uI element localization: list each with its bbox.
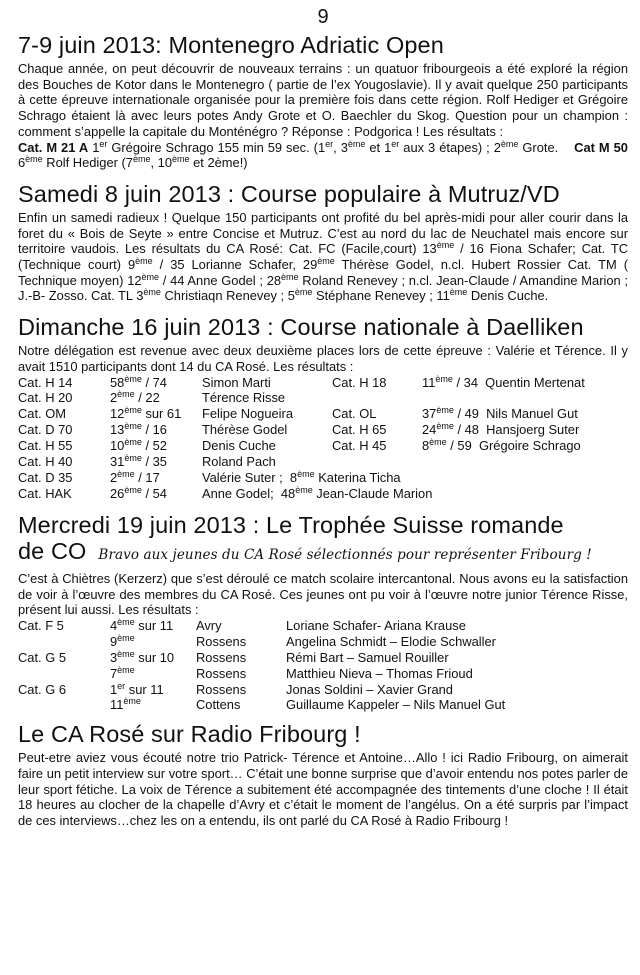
section-title-trophee: Mercredi 19 juin 2013 : Le Trophée Suisse romande de CO Bravo aux jeunes du CA Rosé sélectionnés pour représenter Fribourg !: [18, 511, 592, 564]
cell-category: Cat. H 40: [18, 454, 73, 470]
table-row: [18, 438, 585, 454]
cell-category: Cat. D 35: [18, 469, 73, 485]
cell-names: Guillaume Kappeler – Nils Manuel Gut: [286, 697, 506, 713]
section-montenegro: [18, 32, 628, 171]
result-text: Rolf Hediger (7: [46, 155, 133, 171]
section-title-mutruz: Samedi 8 juin 2013 : Course populaire à Mutruz/VD: [18, 180, 560, 207]
cell-rank: 2ème / 17: [110, 468, 160, 485]
cell-category: Cat. H 55: [18, 438, 73, 454]
cell-place: Rossens: [196, 665, 247, 681]
result-rank: 1er: [92, 138, 108, 155]
results-table-trophee: [18, 618, 586, 713]
cell-rank: 7ème: [110, 664, 135, 681]
cell-category: Cat. OM: [18, 406, 66, 422]
cell-category-2: Cat. H 45: [332, 438, 387, 454]
section-body-mutruz: Enfin un samedi radieux ! Quelque 150 participants ont profité du bel après-midi pour aller courir dans la foret du « Bois de Seyte » entre Concise et Mutruz. C’est au nord du lac de Neuchatel mais encore sur territoire vaudois. Les résultats du CA Rosé: Cat. FC (Facile,court) 13ème / 16 Fiona Schafer; Cat. TC (Technique court) 9ème / 35 Lorianne Schafer, 29ème Thérèse Godel, n.cl. Hubert Rossier Cat. TM ( Technique moyen) 12ème / 44 Anne Godel ; 28ème Roland Renevey ; n.cl. Jean-Claude / Amandine Marion ; J.-B- Zosso. Cat. TL 3ème Christiaqn Renevey ; 5ème Stéphane Renevey ; 11ème Denis Cuche.: [18, 209, 628, 304]
cell-place: Avry: [196, 617, 222, 633]
cell-result-2: 24ème / 48 Hansjoerg Suter: [422, 421, 580, 438]
page-number: 9: [317, 6, 329, 28]
cell-category: [18, 634, 110, 650]
cell-names: Rémi Bart – Samuel Rouiller: [286, 649, 449, 665]
cell-category: Cat. HAK: [18, 485, 72, 501]
table-row: [18, 618, 586, 634]
cell-place: Cottens: [196, 697, 241, 713]
cell-category: [18, 697, 110, 713]
cell-category: Cat. D 70: [18, 422, 73, 438]
cell-result-2: 37ème / 49 Nils Manuel Gut: [422, 405, 578, 422]
section-body-radio: Peut-etre aviez vous écouté notre trio Patrick- Térence et Antoine…Allo ! ici Radio Fribourg, on aimerait faire un petit interview sur votre sport… C’était une bonne surprise que d’avoir entendu nos potes parler de leur sport fétiche. La voix de Térence a subitement été accompagnée des tintements d’une cloche ! Il était 18 heures au clocher de la chapelle d’Avry et c’était le moment de l’angélus. On a été surpris par l’impact de ces interviews…chez les on a entendu, ils ont parlé du CA Rosé à Radio Fribourg !: [18, 750, 628, 829]
cell-category: Cat. H 20: [18, 390, 73, 406]
cell-place: Rossens: [196, 681, 247, 697]
cell-category: Cat. F 5: [18, 617, 64, 633]
cell-place: Rossens: [196, 633, 247, 649]
cell-names: Loriane Schafer- Ariana Krause: [286, 617, 466, 633]
cell-category: Cat. H 14: [18, 374, 73, 390]
cell-names: Angelina Schmidt – Elodie Schwaller: [286, 633, 496, 649]
table-row: [18, 666, 586, 682]
cell-category-2: Cat. H 65: [332, 422, 387, 438]
section-title-radio: Le CA Rosé sur Radio Fribourg !: [18, 721, 361, 748]
cell-name: Simon Marti: [202, 374, 271, 390]
cell-name: Felipe Nogueira: [202, 406, 294, 422]
cell-rank: 3ème sur 10: [110, 648, 175, 665]
cell-result-2: 8ème / 59 Grégoire Schrago: [422, 437, 581, 454]
result-text: Grote.: [522, 139, 559, 155]
section-mutruz: [18, 181, 628, 304]
results-table-daelliken: [18, 375, 585, 502]
body-text: Chaque année, on peut découvrir de nouveaux terrains : un quatuor fribourgeois a été exploré la région des Bouches de Kotor dans le Montenegro ( partie de l’ex Yougoslavie). Il y avait quelque 250 participants à cette épreuve internationale organisée pour la première fois dans cette région. Rolf Hediger et Grégoire Schrago étaient là avec leurs potes Andy Grote et O. Baechler du Skog. Question pour un champion : comment s’appelle la capitale du Monténégro ? Réponse : Podgorica ! Les résultats :: [18, 61, 628, 139]
section-body-trophee: C’est à Chiètres (Kerzerz) que s’est déroulé ce match scolaire intercantonal. Nous avons eu la satisfaction de voir à l’œuvre des membres du CA Rosé. Ces jeunes ont pu voir à l’œuvre notre junior Térence Risse, présent lui aussi. Les résultats :: [18, 570, 628, 618]
cell-names: Matthieu Nieva – Thomas Frioud: [286, 665, 473, 681]
section-body-montenegro: Chaque année, on peut découvrir de nouveaux terrains : un quatuor fribourgeois a été exploré la région des Bouches de Kotor dans le Montenegro ( partie de l’ex Yougoslavie). Il y avait quelque 250 participants à cette épreuve internationale organisée pour la première fois dans cette région. Rolf Hediger et Grégoire Schrago étaient là avec leurs potes Andy Grote et O. Baechler du Skog. Question pour un champion : comment s’appelle la capitale du Monténégro ? Réponse : Podgorica ! Les résultats : Cat. M 21 A 1er Grégoire Schrago 155 min 59 sec. (1er, 3ème et 1er aux 3 étapes) ; 2ème Grote. Cat M 50 6ème Rolf Hediger (7ème, 10ème et 2ème!): [18, 61, 628, 171]
cell-place: Rossens: [196, 649, 247, 665]
cell-rank: 10ème / 52: [110, 437, 167, 454]
table-row: [18, 375, 585, 391]
cell-rank: 58ème / 74: [110, 373, 167, 390]
cell-rank: 12ème sur 61: [110, 405, 182, 422]
table-row: [18, 486, 585, 502]
cell-names: Jonas Soldini – Xavier Grand: [286, 681, 453, 697]
result-text: Grégoire Schrago 155 min 59 sec. (: [111, 139, 318, 155]
section-daelliken: [18, 314, 628, 502]
section-radio: [18, 721, 628, 829]
cell-name: Térence Risse: [202, 390, 286, 406]
cell-rank: 26ème / 54: [110, 484, 167, 501]
table-row: [18, 406, 585, 422]
cell-rank: 31ème / 35: [110, 453, 167, 470]
cell-category: Cat. G 5: [18, 649, 67, 665]
cell-rank: 4ème sur 11: [110, 616, 174, 633]
table-row: [18, 650, 586, 666]
cell-name: Thérèse Godel: [202, 422, 288, 438]
section-body-daelliken: Notre délégation est revenue avec deux deuxième places lors de cette épreuve : Valérie et Térence. Il y avait 1510 participants dont 14 du CA Rosé. Les résultats :: [18, 343, 628, 374]
cell-result-2: 11ème / 34 Quentin Mertenat: [422, 373, 585, 390]
cell-name: Valérie Suter ; 8ème Katerina Ticha: [202, 468, 401, 485]
cell-name: Anne Godel; 48ème Jean-Claude Marion: [202, 484, 433, 501]
cell-category-2: [332, 390, 422, 406]
cell-rank: 1er sur 11: [110, 680, 164, 697]
cell-rank: 9ème: [110, 632, 135, 649]
table-row: [18, 390, 585, 406]
cell-category: Cat. G 6: [18, 681, 67, 697]
result-text: aux 3 étapes) ; 2: [403, 139, 501, 155]
result-category: Cat. M 21 A: [18, 139, 89, 155]
result-category: Cat M 50: [574, 139, 628, 155]
cell-rank: 2ème / 22: [110, 389, 160, 406]
section-trophee: [18, 512, 628, 714]
cell-category-2: Cat. H 18: [332, 374, 387, 390]
table-row: [18, 454, 585, 470]
table-row: [18, 682, 586, 698]
table-row: [18, 697, 586, 713]
section-title-daelliken: Dimanche 16 juin 2013 : Course nationale à Daelliken: [18, 314, 584, 341]
section-title-montenegro: 7-9 juin 2013: Montenegro Adriatic Open: [18, 32, 444, 58]
table-row: [18, 422, 585, 438]
cell-rank: 11ème: [110, 696, 141, 713]
cell-result-2: [422, 454, 585, 470]
cell-rank: 13ème / 16: [110, 421, 167, 438]
cell-result-2: [422, 390, 585, 406]
cell-category: [18, 666, 110, 682]
table-row: [18, 634, 586, 650]
table-row: [18, 470, 585, 486]
cell-category-2: [332, 454, 422, 470]
cell-name: Roland Pach: [202, 454, 276, 470]
cell-category-2: Cat. OL: [332, 406, 377, 422]
bravo-note: Bravo aux jeunes du CA Rosé sélectionnés pour représenter Fribourg !: [98, 546, 592, 563]
cell-name: Denis Cuche: [202, 438, 276, 454]
